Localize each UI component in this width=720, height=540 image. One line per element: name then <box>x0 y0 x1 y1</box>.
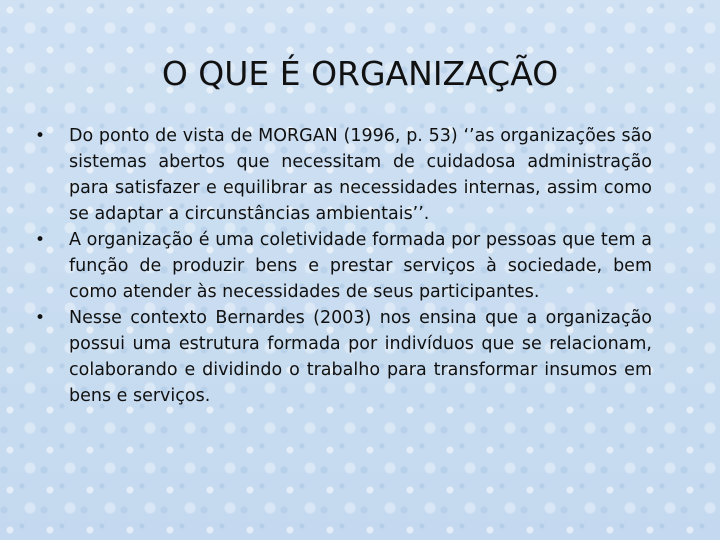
bullet-list <box>32 123 652 409</box>
slide-title: O QUE É ORGANIZAÇÃO <box>161 54 559 93</box>
bullet-text: Do ponto de vista de MORGAN (1996, p. 53) ‘’as organizações são sistemas abertos que necessitam de cuidadosa administração para satisfazer e equilibrar as necessidades internas, assim como se adaptar a circunstâncias ambientais’’. <box>69 126 652 224</box>
bullet-item <box>32 123 652 227</box>
bullet-item <box>32 227 652 305</box>
bullet-item <box>32 305 652 409</box>
bullet-text: A organização é uma coletividade formada por pessoas que tem a função de produzir bens e prestar serviços à sociedade, bem como atender às necessidades de seus participantes. <box>69 230 652 302</box>
bullet-dot-icon: • <box>35 308 46 328</box>
bullet-dot-icon: • <box>35 230 46 250</box>
bullet-text: Nesse contexto Bernardes (2003) nos ensina que a organização possui uma estrutura formada por indivíduos que se relacionam, colaborando e dividindo o trabalho para transformar insumos em bens e serviços. <box>69 308 652 406</box>
bullet-dot-icon: • <box>35 126 46 146</box>
